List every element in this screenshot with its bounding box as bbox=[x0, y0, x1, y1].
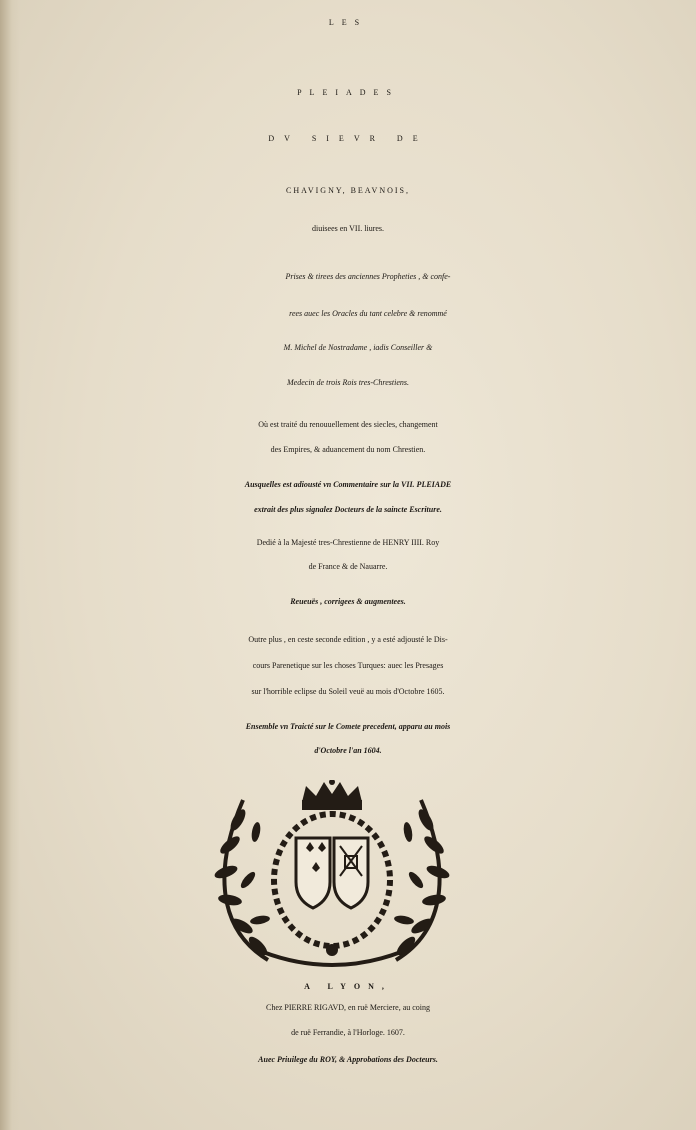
ensemble-line-2: d'Octobre l'an 1604. bbox=[314, 746, 382, 755]
intro-line-3: M. Michel de Nostradame , iadis Conseiller & bbox=[283, 343, 433, 352]
dedication-line-1: Dedié à la Majesté tres-Chrestienne de HENRY IIII. Roy bbox=[256, 538, 440, 547]
title-line-divisions: diuisees en VII. liures. bbox=[311, 224, 385, 233]
ensemble-line-1: Ensemble vn Traicté sur le Comete precedent, apparu au mois bbox=[245, 722, 451, 731]
imprint-city: A LYON, bbox=[304, 982, 392, 991]
addition-line-2: extrait des plus signalez Docteurs de la saincte Escriture. bbox=[254, 505, 442, 514]
outre-line-2: cours Parenetique sur les choses Turques: auec les Presages bbox=[252, 661, 444, 670]
title-line-author: CHAVIGNY, BEAVNOIS, bbox=[285, 186, 410, 195]
title-line-les: LES bbox=[328, 18, 368, 27]
outre-line-1: Outre plus , en ceste seconde edition , y a esté adjousté le Dis- bbox=[248, 635, 448, 644]
dedication-line-2: de France & de Nauarre. bbox=[308, 562, 388, 571]
imprint-privilege: Auec Priuilege du ROY, & Approbations des Docteurs. bbox=[258, 1055, 438, 1064]
treatise-line-2: des Empires, & aduancement du nom Chrestien. bbox=[270, 445, 426, 454]
intro-line-2: rees auec les Oracles du tant celebre & renommé bbox=[289, 309, 447, 318]
imprint-printer: Chez PIERRE RIGAVD, en ruë Merciere, au coing bbox=[265, 1003, 431, 1012]
title-line-pleiades: PLEIADES bbox=[297, 88, 399, 97]
intro-line-4: Medecin de trois Rois tres-Chrestiens. bbox=[287, 378, 409, 387]
imprint-address: de ruë Ferrandie, à l'Horloge. 1607. bbox=[291, 1028, 405, 1037]
outre-line-3: sur l'horrible eclipse du Soleil veuë au mois d'Octobre 1605. bbox=[251, 687, 445, 696]
addition-line-1: Ausquelles est adiousté vn Commentaire sur la VII. PLEIADE bbox=[244, 480, 452, 489]
title-line-du-sieur: DV SIEVR DE bbox=[268, 134, 428, 143]
royal-coat-of-arms-emblem bbox=[208, 780, 456, 970]
intro-line-1: Prises & tirees des anciennes Propheties , & confe- bbox=[285, 272, 451, 281]
treatise-line-1: Où est traité du renouuellement des siecles, changement bbox=[258, 420, 438, 429]
revised-line: Reueuës , corrigees & augmentees. bbox=[290, 597, 406, 606]
